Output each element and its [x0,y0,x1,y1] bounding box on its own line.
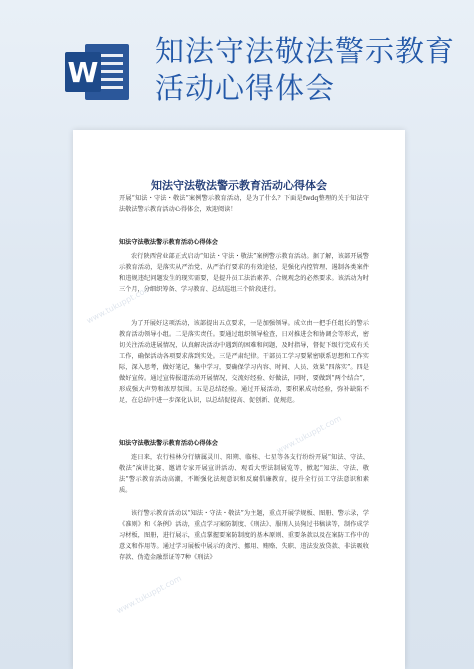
word-icon-letter: W [67,56,99,89]
section-heading: 知法守法敬法警示教育活动心得体会 [119,239,218,246]
watermark: www.tukuppt.com [115,573,183,616]
section-heading: 知法守法敬法警示教育活动心得体会 [119,440,218,447]
document-title: 知法守法敬法警示教育活动心得体会 [151,179,327,192]
paragraph: 为了开展好这项活动，该部提出五点要求，一是加强领导。成立由一把手任组长的警示教育活动领导小组。二是落实责任。要通过组织领导检查，日对推进会和协调会等形式，密切关注活动进展情况，认真解决活动中遇到的困难和问题，及时指导，督促下级行完成有关工作，确保活动各项要求落到实处。三是严肃纪律。干部员工学习要紧密联系思想和工作实际，深入思考，做好笔记，集中学习，要确保学习内容、时间、人员、效果“四落实”。四是做好宣传。通过宣传报道活动开展情况，交流好经验、好做法，同时，要做到“两个结合”，形成强大声势和浓厚氛围。五是总结经验。通过开展活动，要积累成功经验，弥补缺陷不足，在总结中进一步深化认识，以总结促提高、促创新、促规范。 [119,320,369,404]
header-title: 知法守法敬法警示教育活动心得体会 [155,34,456,105]
watermark: www.tukuppt.com [275,413,343,456]
word-icon [63,42,131,102]
document-page [73,130,405,669]
paragraph: 连日来，农行桂林分行辖属灵川、阳朔、临桂、七星等各支行纷纷开展“知法、守法、敬法”演讲比赛、邀请专家开展宣讲活动、观看大型法制展览等，掀起“知法、守法、敬法”警示教育活动高潮，不断强化法规意识和反腐倡廉教育，提升全行员工守法意识和素质。 [119,454,369,494]
intro-paragraph: 开展“知法・守法・敬法”案例警示教育活动，是为了什么？下面是fwdq整理的关于知法守法敬法警示教育活动心得体会，欢迎阅读！ [119,195,369,213]
watermark: www.tukuppt.com [85,283,153,326]
paragraph: 农行陕西营业部正式启动“知法・守法・敬法”案例警示教育活动。据了解，该部开展警示教育活动，是落实从严治党、从严治行要求的有效途径，是强化内控管理、遏制各类案件和违规违纪问题发生的现实需要，是提升员工法治素养、合规观念的必然要求。该活动为时三个月，分细织筹备、学习教育、总结巡组三个阶段进行。 [119,253,369,293]
paragraph: 该行警示教育活动以“知法・守法・敬法”为主题，重点开展学规板、图册、警示录，学《准则》和《条例》活动，重点学习案防制度、《刑法》、服刑人员狗过书稿读等，制作成学习材板，图册，进行展示，重点掌握要案防制度的基本原则、重要条款以及在案防工作中的意义和作用等。通过学习展板中展示的贪污、挪用、贿赂、失职、违法发放贷款、非法吸收存款、伪造金融票证等7种《刑法》 [119,510,369,561]
